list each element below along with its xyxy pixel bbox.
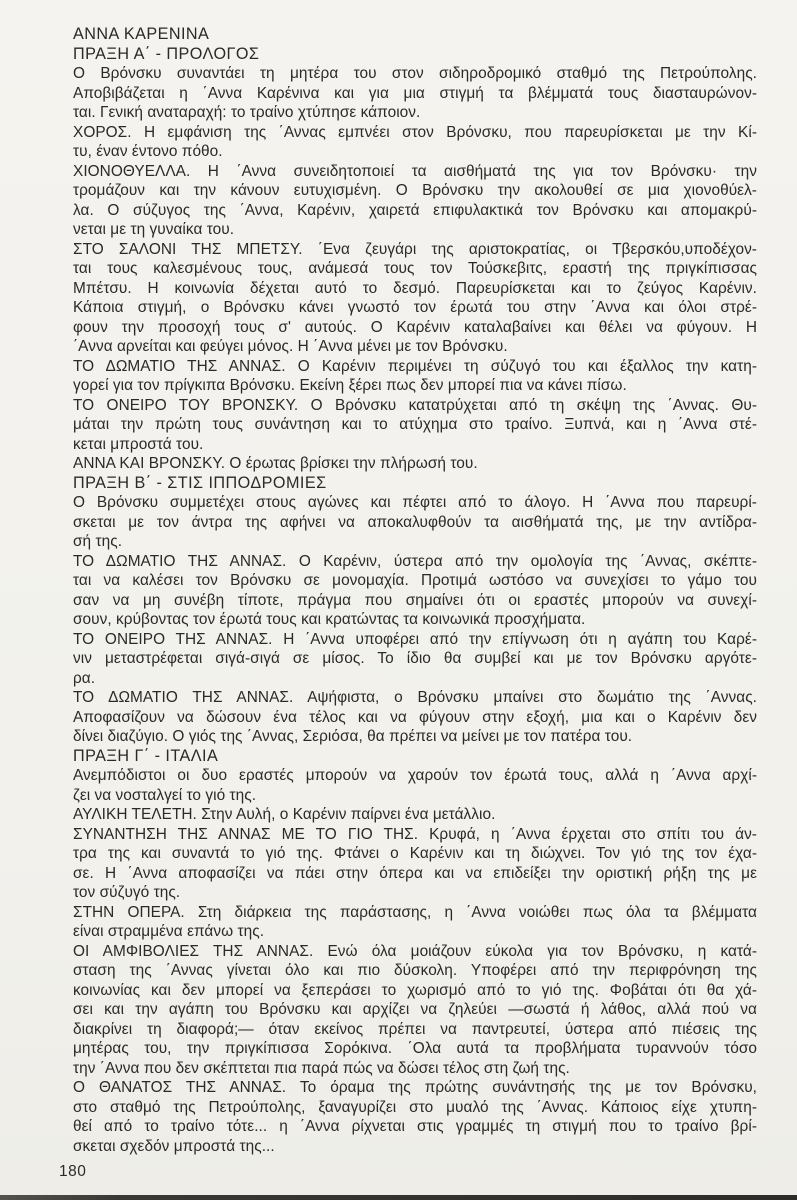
synopsis-line: Αποφασίζουν να δώσουν ένα τέλος και να φύγουν στην εξοχή, μια και ο Καρένιν δεν [73, 708, 757, 726]
synopsis-line: μάται την πρώτη τους συνάντηση και το ατύχημα στο τραίνο. Ξυπνά, και η ΄Αννα στέ- [73, 416, 757, 433]
synopsis-line: Κάποια στιγμή, ο Βρόνσκυ κάνει γνωστό τον έρωτά του στην ΄Αννα και όλοι στρέ- [73, 299, 757, 316]
synopsis-line: νεται με τη γυναίκα του. [73, 221, 235, 238]
synopsis-line: φουν την προσοχή τους σ' αυτούς. Ο Καρένιν καταλαβαίνει και θέλει να φύγουν. Η [73, 318, 757, 336]
book-title: ΑΝΝΑ ΚΑΡΕΝΙΝΑ [73, 25, 210, 43]
synopsis-line: ΑΝΝΑ ΚΑΙ ΒΡΟΝΣΚΥ. Ο έρωτας βρίσκει την πλήρωσή του. [73, 455, 478, 472]
synopsis-line: τρα της και συναντά το γιό της. Φτάνει ο Καρένιν και τη διώχνει. Τον γιό της τον έχα- [73, 845, 757, 862]
synopsis-line: ΤΟ ΔΩΜΑΤΙΟ ΤΗΣ ΑΝΝΑΣ. Ο Καρένιν περιμένει τη σύζυγό του και έξαλλος την κατη- [73, 357, 757, 375]
synopsis-line: σουν, κρύβοντας τον έρωτά τους και κρατώντας τα κοινωνικά προσχήματα. [73, 611, 586, 628]
synopsis-line: ΤΟ ΟΝΕΙΡΟ ΤΟΥ ΒΡΟΝΣΚΥ. Ο Βρόνσκυ κατατρύχεται από τη σκέψη της ΄Αννας. Θυ- [73, 396, 757, 414]
synopsis-line: διακρίνει τη διαφορά;— όταν εκείνος πρέπει να παντρευτεί, ύστερα από πιέσεις της [73, 1020, 757, 1038]
synopsis-line: μητέρας του, την πριγκίπισσα Σορόκινα. ΄Ολα αυτά τα προβλήματα τυραννούν τόσο [73, 1040, 757, 1057]
synopsis-text-block [73, 25, 757, 1156]
synopsis-line: ρα. [73, 669, 96, 687]
synopsis-line: ΤΟ ΔΩΜΑΤΙΟ ΤΗΣ ΑΝΝΑΣ. Ο Καρένιν, ύστερα από την ομολογία της ΄Αννας, σκέπτε- [73, 552, 757, 570]
synopsis-line: κεται μπροστά του. [73, 435, 204, 453]
synopsis-line: ΑΥΛΙΚΗ ΤΕΛΕΤΗ. Στην Αυλή, ο Καρένιν παίρνει ένα μετάλλιο. [73, 806, 496, 823]
synopsis-line: δίνει διαζύγιο. Ο γιός της ΄Αννας, Σεριόσα, θα πρέπει να μείνει με τον πατέρα του. [73, 728, 633, 745]
synopsis-line: σκεται σχεδόν μπροστά της... [73, 1137, 275, 1155]
synopsis-line: Ανεμπόδιστοι οι δυο εραστές μπορούν να χαρούν τον έρωτά τους, αλλά η ΄Αννα αρχί- [73, 767, 757, 784]
synopsis-line: ται. Γενική αναταραχή: το τραίνο χτύπησε κάποιον. [73, 104, 421, 121]
synopsis-line: Μπέτσυ. Η κοινωνία δέχεται αυτό το δεσμό. Παρευρίσκεται και το ζεύγος Καρένιν. [73, 279, 757, 297]
act-heading: ΠΡΑΞΗ Γ΄ - ΙΤΑΛΙΑ [73, 746, 219, 765]
synopsis-line: ζει να νοσταλγεί το γιό της. [73, 786, 257, 804]
page-number: 180 [59, 1163, 87, 1180]
scan-edge-shadow [0, 1195, 797, 1200]
synopsis-line: ΣΤΟ ΣΑΛΟΝΙ ΤΗΣ ΜΠΕΤΣΥ. ΄Ενα ζευγάρι της αριστοκρατίας, οι Τβερσκόυ,υποδέχον- [73, 240, 757, 258]
synopsis-line: Αποβιβάζεται η ΄Αννα Καρένινα και για μια στιγμή τα βλέμματά τους διασταυρώνον- [73, 84, 757, 102]
synopsis-line: σκεται με τον άντρα της αφήνει να αποκαλυφθούν τα αισθήματά της, με την αντίδρα- [73, 513, 757, 531]
synopsis-line: ΣΥΝΑΝΤΗΣΗ ΤΗΣ ΑΝΝΑΣ ΜΕ ΤΟ ΓΙΟ ΤΗΣ. Κρυφά, η ΄Αννα έρχεται στο σπίτι του άν- [73, 825, 757, 843]
synopsis-line: σή της. [73, 533, 123, 550]
synopsis-line: ται τους καλεσμένους τους, ανάμεσά τους τον Τούσκεβιτς, εραστή της πριγκίπισσας [73, 260, 757, 277]
synopsis-line: λα. Ο σύζυγος της ΄Αννα, Καρένιν, χαιρετά επιφυλακτικά τον Βρόνσκυ και απομακρύ- [73, 201, 757, 219]
synopsis-line: ΧΙΟΝΟΘΥΕΛΛΑ. Η ΄Αννα συνειδητοποιεί τα αισθήματά της για τον Βρόνσκυ· την [73, 162, 757, 180]
synopsis-line: Ο Βρόνσκυ συμμετέχει στους αγώνες και πέφτει από το άλογο. Η ΄Αννα που παρευρί- [73, 494, 757, 511]
synopsis-line: γορεί για τον πρίγκιπα Βρόνσκυ. Εκείνη ξέρει πως δεν μπορεί πια να κάνει πίσω. [73, 377, 627, 394]
act-heading: ΠΡΑΞΗ Β΄ - ΣΤΙΣ ΙΠΠΟΔΡΟΜΙΕΣ [73, 473, 327, 492]
synopsis-line: ται να καλέσει τον Βρόνσκυ σε μονομαχία. Προτιμά ωστόσο να συνεχίσει το γάμο του [73, 572, 757, 589]
synopsis-line: ΧΟΡΟΣ. Η εμφάνιση της ΄Αννας εμπνέει στον Βρόνσκυ, που παρευρίσκεται με την Κί- [73, 123, 757, 141]
synopsis-line: νιν μεταστρέφεται σιγά-σιγά σε μίσος. Το ίδιο θα συμβεί και με τον Βρόνσκυ αργότε- [73, 650, 757, 667]
synopsis-line: κοινωνίας και δεν μπορεί να ξεπεράσει το χωρισμό από το γιό της. Φοβάται ότι θα χά- [73, 981, 757, 999]
synopsis-line: στο σταθμό της Πετρούπολης, ξαναγυρίζει στο μυαλό της ΄Αννας. Κάποιος είχε χτυπη- [73, 1098, 757, 1116]
synopsis-line: είναι στραμμένα επάνω της. [73, 923, 265, 940]
synopsis-line: σταση της ΄Αννας γίνεται όλο και πιο δύσκολη. Υποφέρει από την περιφρόνηση της [73, 962, 757, 979]
synopsis-line: σαν να μη συνέβη τίποτε, πράγμα που σημαίνει ότι οι εραστές μπορούν να συνεχί- [73, 591, 757, 609]
synopsis-line: Ο Βρόνσκυ συναντάει τη μητέρα του στον σιδηροδρομικό σταθμό της Πετρούπολης. [73, 65, 757, 82]
synopsis-line: ΤΟ ΟΝΕΙΡΟ ΤΗΣ ΑΝΝΑΣ. Η ΄Αννα υποφέρει από την επίγνωση ότι η αγάπη του Καρέ- [73, 630, 757, 648]
synopsis-line: σε. Η ΄Αννα αποφασίζει να πάει στην όπερα και να επιδείξει την οριστική ρήξη της με [73, 864, 757, 882]
synopsis-line: θεί από το τραίνο τότε... η ΄Αννα ρίχνεται στις γραμμές τη στιγμή που το τραίνο βρί- [73, 1118, 757, 1135]
synopsis-line: την ΄Αννα που δεν σκέπτεται πια παρά πώς να δώσει τέλος στη ζωή της. [73, 1059, 570, 1077]
synopsis-line: ΟΙ ΑΜΦΙΒΟΛΙΕΣ ΤΗΣ ΑΝΝΑΣ. Ενώ όλα μοιάζουν εύκολα για τον Βρόνσκυ, η κατά- [73, 942, 757, 960]
act-heading: ΠΡΑΞΗ Α΄ - ΠΡΟΛΟΓΟΣ [73, 44, 260, 63]
synopsis-line: τρομάζουν και την κάνουν ευτυχισμένη. Ο Βρόνσκυ την ακολουθεί σε μια χιονοθύελ- [73, 182, 757, 199]
synopsis-line: τον σύζυγό της. [73, 884, 181, 901]
synopsis-line: σει και την αγάπη του Βρόνσκυ και αρχίζει να ζηλεύει —σωστά ή λάθος, αλλά πού να [73, 1001, 757, 1018]
synopsis-line: ΄Αννα αρνείται και φεύγει μόνος. Η ΄Αννα μένει με τον Βρόνσκυ. [73, 338, 508, 355]
synopsis-line: Ο ΘΑΝΑΤΟΣ ΤΗΣ ΑΝΝΑΣ. Το όραμα της πρώτης συνάντησής της με τον Βρόνσκυ, [73, 1079, 757, 1096]
synopsis-line: ΤΟ ΔΩΜΑΤΙΟ ΤΗΣ ΑΝΝΑΣ. Αψήφιστα, ο Βρόνσκυ μπαίνει στο δωμάτιο της ΄Αννας. [73, 689, 757, 706]
synopsis-line: ΣΤΗΝ ΟΠΕΡΑ. Στη διάρκεια της παράστασης, η ΄Αννα νοιώθει πως όλα τα βλέμματα [73, 903, 757, 921]
synopsis-line: τυ, έναν έντονο πόθο. [73, 143, 223, 160]
